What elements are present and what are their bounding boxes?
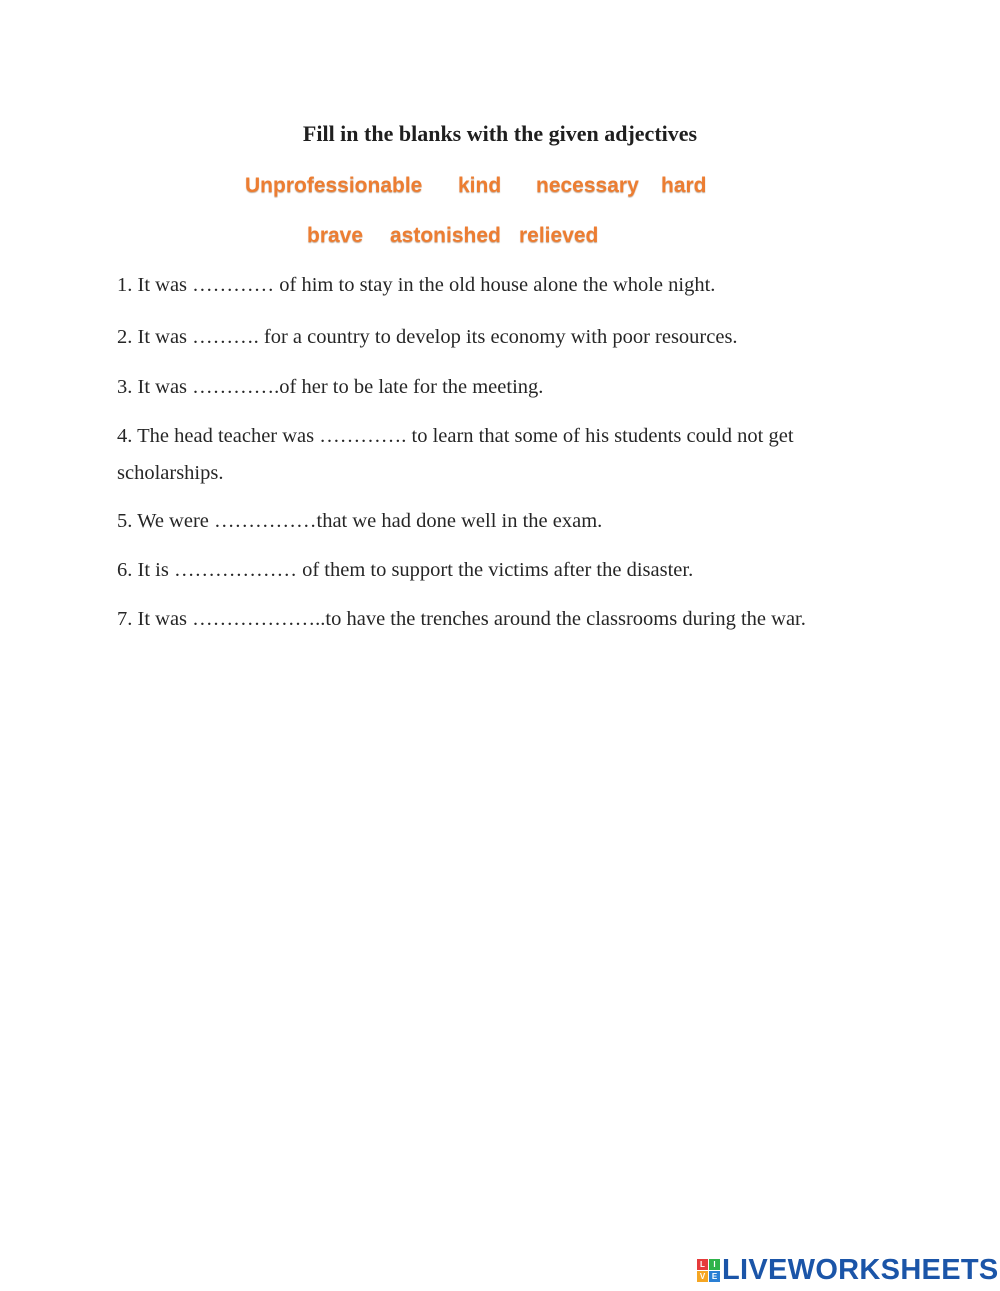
liveworksheets-logo[interactable]: [697, 1254, 999, 1286]
word-bank-item: kind: [458, 174, 502, 197]
question-item: 5. We were ……………that we had done well in the exam.: [117, 510, 603, 532]
word-bank-item: brave: [307, 224, 364, 247]
logo-block: L: [697, 1259, 708, 1270]
question-item: 7. It was ………………..to have the trenches around the classrooms during the war.: [117, 608, 806, 630]
word-bank-item: relieved: [519, 224, 599, 247]
logo-text: LIVEWORKSHEETS: [722, 1254, 999, 1286]
question-item: 6. It is ……………… of them to support the victims after the disaster.: [117, 559, 694, 581]
question-item: 3. It was ………….of her to be late for the meeting.: [117, 376, 544, 398]
question-item: 4. The head teacher was …………. to learn that some of his students could not get scholarships.: [117, 425, 794, 484]
word-bank-item: astonished: [390, 224, 501, 247]
word-bank-item: Unprofessionable: [245, 174, 423, 197]
worksheet-title: Fill in the blanks with the given adjectives: [302, 121, 698, 146]
word-bank-item: necessary: [536, 174, 639, 197]
logo-blocks-icon: [697, 1259, 720, 1282]
logo-block: I: [709, 1259, 720, 1270]
logo-block: E: [709, 1271, 720, 1282]
logo-block: V: [697, 1271, 708, 1282]
word-bank-item: hard: [661, 174, 707, 197]
question-item: 1. It was ………… of him to stay in the old house alone the whole night.: [117, 274, 716, 296]
question-item: 2. It was ………. for a country to develop its economy with poor resources.: [117, 326, 738, 348]
